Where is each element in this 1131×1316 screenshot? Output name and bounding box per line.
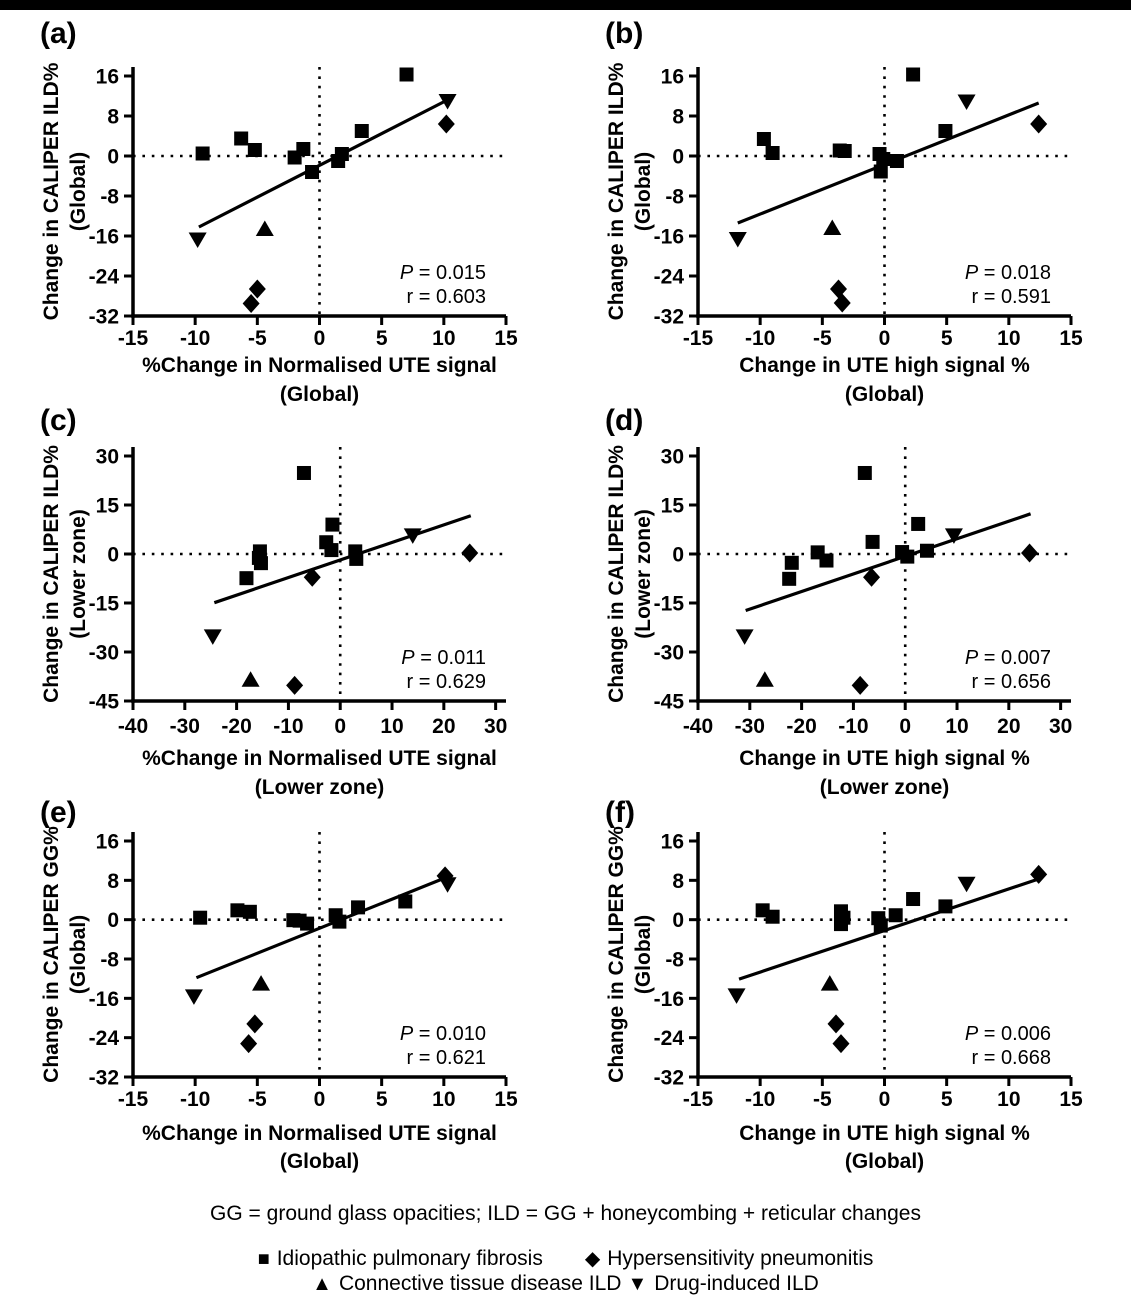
- y-axis-subtitle: (Global): [67, 914, 90, 995]
- data-point-diamond: [852, 676, 869, 695]
- y-tick-label: 0: [672, 909, 684, 933]
- x-tick-label: -5: [247, 327, 267, 350]
- x-tick-label: -40: [117, 715, 149, 738]
- series-triangle-up: [756, 671, 774, 687]
- x-tick-label: -20: [221, 715, 252, 738]
- data-point-triangle-down: [728, 988, 746, 1004]
- y-tick-label: -16: [653, 225, 684, 249]
- y-tick-label: -24: [88, 1027, 119, 1051]
- legend-item-label: Drug-induced ILD: [654, 1272, 819, 1295]
- x-axis-subtitle: (Global): [844, 1150, 925, 1173]
- legend-item: [258, 1247, 543, 1270]
- panel-label-b: (b): [605, 17, 644, 50]
- y-tick-label: 16: [95, 830, 119, 854]
- square-icon: ■: [257, 1248, 270, 1270]
- data-point-triangle-down: [189, 233, 207, 249]
- x-tick-label: 0: [878, 1088, 891, 1111]
- r-value: r = 0.629: [406, 671, 486, 693]
- y-tick-label: 16: [660, 65, 684, 89]
- x-tick-label: 15: [494, 1088, 518, 1111]
- triangle-up-icon: ▲: [312, 1273, 332, 1295]
- data-point-square: [890, 154, 904, 168]
- y-axis-title: Change in CALIPER GG%: [40, 826, 63, 1083]
- x-tick-label: -5: [247, 1088, 267, 1111]
- data-point-square: [355, 124, 369, 138]
- data-point-triangle-down: [439, 877, 457, 893]
- data-point-diamond: [1030, 115, 1047, 134]
- data-point-square: [906, 892, 920, 906]
- series-triangle-down: [204, 528, 422, 644]
- x-axis-title: Change in UTE high signal %: [739, 1122, 1030, 1145]
- x-tick-label: -30: [734, 715, 765, 738]
- data-point-square: [349, 552, 363, 566]
- y-tick-label: -8: [100, 948, 119, 972]
- legend-item-label: Idiopathic pulmonary fibrosis: [276, 1247, 543, 1270]
- data-point-square: [297, 466, 311, 480]
- trend-line: [196, 876, 448, 977]
- data-point-square: [305, 165, 319, 179]
- x-tick-label: 5: [940, 1088, 953, 1111]
- y-tick-label: 8: [107, 105, 119, 129]
- x-tick-label: -10: [273, 715, 304, 738]
- data-point-triangle-up: [256, 221, 274, 237]
- data-point-diamond: [828, 1014, 845, 1033]
- data-point-square: [838, 144, 852, 158]
- x-tick-label: 5: [375, 327, 388, 350]
- x-tick-label: 0: [334, 715, 347, 738]
- y-tick-label: -24: [88, 265, 119, 289]
- legend-item-label: Connective tissue disease ILD: [338, 1272, 622, 1295]
- y-tick-label: -16: [88, 225, 119, 249]
- p-value: P = 0.007: [964, 647, 1051, 669]
- data-point-square: [239, 571, 253, 585]
- y-tick-label: 0: [672, 543, 684, 567]
- y-tick-label: -32: [88, 305, 119, 329]
- data-point-triangle-down: [204, 629, 222, 645]
- y-tick-label: -24: [653, 1027, 684, 1051]
- y-tick-label: -30: [653, 641, 684, 665]
- r-value: r = 0.668: [971, 1047, 1051, 1069]
- data-point-diamond: [1021, 544, 1038, 563]
- data-point-square: [248, 143, 262, 157]
- series-square: [757, 68, 953, 179]
- x-tick-label: 10: [432, 327, 456, 350]
- y-tick-label: 0: [107, 145, 119, 169]
- p-value: P = 0.006: [964, 1023, 1051, 1045]
- p-value: P = 0.010: [399, 1023, 486, 1045]
- panel-a: [0, 10, 566, 422]
- data-point-triangle-down: [185, 989, 203, 1005]
- series-triangle-up: [242, 671, 260, 687]
- panel-label-f: (f): [605, 796, 635, 829]
- x-tick-label: 10: [997, 327, 1021, 350]
- series-square: [782, 466, 934, 586]
- y-axis-title: Change in CALIPER ILD%: [605, 62, 628, 321]
- y-tick-label: -16: [653, 987, 684, 1011]
- y-tick-label: -8: [665, 185, 684, 209]
- legend-item: [312, 1272, 621, 1295]
- panel-f: [565, 778, 1131, 1190]
- x-tick-label: -5: [812, 1088, 832, 1111]
- y-axis-title: Change in CALIPER GG%: [605, 826, 628, 1083]
- p-value: P = 0.011: [401, 647, 486, 669]
- data-point-square: [866, 535, 880, 549]
- data-point-square: [193, 911, 207, 925]
- y-tick-label: -8: [665, 948, 684, 972]
- data-point-square: [858, 466, 872, 480]
- x-axis-subtitle: (Lower zone): [819, 776, 950, 799]
- x-tick-label: 30: [483, 715, 508, 738]
- x-tick-label: -30: [169, 715, 200, 738]
- data-point-square: [230, 903, 244, 917]
- x-tick-label: -10: [838, 715, 869, 738]
- y-axis-subtitle: (Global): [632, 151, 655, 232]
- data-point-square: [834, 917, 848, 931]
- panel-e: [0, 778, 566, 1190]
- x-tick-label: 0: [313, 327, 326, 350]
- panel-label-d: (d): [605, 404, 644, 437]
- panel-b: [565, 10, 1131, 422]
- x-tick-label: -10: [744, 1088, 776, 1111]
- y-tick-label: 0: [107, 543, 119, 567]
- y-tick-label: 0: [107, 909, 119, 933]
- data-point-square: [351, 900, 365, 914]
- abbreviation-note: GG = ground glass opacities; ILD = GG + honeycombing + reticular changes: [210, 1202, 921, 1225]
- data-point-diamond: [240, 1034, 257, 1053]
- y-tick-label: 30: [95, 445, 119, 469]
- x-axis-subtitle: (Global): [844, 383, 925, 406]
- legend-item-label: Hypersensitivity pneumonitis: [607, 1247, 874, 1270]
- x-tick-label: 10: [380, 715, 404, 738]
- data-point-triangle-up: [252, 975, 270, 991]
- y-tick-label: -45: [653, 690, 684, 714]
- y-tick-label: -24: [653, 265, 684, 289]
- x-tick-label: -15: [117, 1088, 149, 1111]
- series-square: [756, 892, 953, 933]
- x-tick-label: 5: [375, 1088, 388, 1111]
- data-point-square: [196, 147, 210, 161]
- data-point-triangle-up: [823, 220, 841, 236]
- y-tick-label: 8: [107, 869, 119, 893]
- data-point-square: [325, 518, 339, 532]
- x-axis-subtitle: (Lower zone): [254, 776, 385, 799]
- data-point-square: [398, 894, 412, 908]
- data-point-square: [938, 899, 952, 913]
- data-point-square: [400, 68, 414, 82]
- data-point-square: [900, 550, 914, 564]
- data-point-square: [876, 152, 890, 166]
- x-tick-label: -5: [812, 327, 832, 350]
- data-point-square: [874, 919, 888, 933]
- data-point-square: [757, 132, 771, 146]
- x-axis-title: Change in UTE high signal %: [739, 747, 1030, 770]
- x-tick-label: -10: [744, 327, 776, 350]
- data-point-diamond: [832, 1034, 849, 1053]
- data-point-square: [766, 910, 780, 924]
- y-axis-title: Change in CALIPER ILD%: [40, 445, 63, 703]
- x-tick-label: 15: [1059, 327, 1083, 350]
- x-tick-label: 5: [940, 327, 953, 350]
- x-tick-label: -15: [682, 327, 714, 350]
- x-tick-label: -20: [786, 715, 817, 738]
- diamond-icon: ◆: [584, 1248, 601, 1270]
- data-point-square: [782, 572, 796, 586]
- data-point-triangle-down: [729, 232, 747, 248]
- series-square: [239, 466, 363, 585]
- data-point-square: [254, 556, 268, 570]
- x-axis-title: %Change in Normalised UTE signal: [142, 1122, 497, 1145]
- x-tick-label: -10: [179, 1088, 211, 1111]
- legend-item: [627, 1272, 818, 1295]
- legend-row-2: [0, 1272, 1131, 1296]
- data-point-diamond: [438, 115, 455, 134]
- data-point-square: [335, 147, 349, 161]
- data-point-square: [938, 124, 952, 138]
- y-tick-label: 16: [660, 830, 684, 854]
- series-triangle-up: [821, 975, 839, 991]
- data-point-diamond: [461, 544, 478, 563]
- x-tick-label: -40: [682, 715, 714, 738]
- panel-label-e: (e): [40, 796, 77, 829]
- series-square: [193, 894, 412, 930]
- panel-label-c: (c): [40, 404, 77, 437]
- series-triangle-up: [823, 220, 841, 236]
- y-tick-label: -16: [88, 987, 119, 1011]
- data-point-square: [785, 556, 799, 570]
- y-tick-label: 8: [672, 869, 684, 893]
- data-point-square: [234, 132, 248, 146]
- y-tick-label: -15: [88, 592, 119, 616]
- data-point-square: [243, 905, 257, 919]
- x-tick-label: 30: [1048, 715, 1073, 738]
- data-point-square: [819, 554, 833, 568]
- x-tick-label: 0: [313, 1088, 326, 1111]
- data-point-square: [324, 543, 338, 557]
- y-tick-label: -45: [88, 690, 119, 714]
- y-tick-label: -15: [653, 592, 684, 616]
- p-value: P = 0.018: [964, 262, 1051, 284]
- x-tick-label: 0: [899, 715, 912, 738]
- x-axis-title: %Change in Normalised UTE signal: [142, 747, 497, 770]
- data-point-square: [920, 544, 934, 558]
- data-point-square: [911, 517, 925, 531]
- data-point-diamond: [830, 280, 847, 299]
- x-axis-subtitle: (Global): [279, 1150, 360, 1173]
- y-axis-subtitle: (Lower zone): [632, 509, 655, 639]
- panel-c: [0, 393, 566, 805]
- series-triangle-down: [729, 95, 976, 248]
- x-tick-label: -10: [179, 327, 211, 350]
- y-tick-label: 8: [672, 105, 684, 129]
- p-value: P = 0.015: [399, 262, 486, 284]
- x-tick-label: 10: [997, 1088, 1021, 1111]
- y-tick-label: -32: [653, 305, 684, 329]
- data-point-triangle-down: [736, 629, 754, 645]
- y-axis-title: Change in CALIPER ILD%: [40, 62, 63, 321]
- x-axis-title: Change in UTE high signal %: [739, 354, 1030, 377]
- panel-label-a: (a): [40, 17, 77, 50]
- x-tick-label: 15: [494, 327, 518, 350]
- y-tick-label: -8: [100, 185, 119, 209]
- data-point-square: [300, 917, 314, 931]
- x-tick-label: 15: [1059, 1088, 1083, 1111]
- y-axis-subtitle: (Global): [632, 914, 655, 995]
- y-tick-label: -32: [653, 1066, 684, 1090]
- y-tick-label: 0: [672, 145, 684, 169]
- x-tick-label: 10: [945, 715, 969, 738]
- x-axis-subtitle: (Global): [279, 383, 360, 406]
- series-triangle-up: [256, 221, 274, 237]
- data-point-triangle-up: [821, 975, 839, 991]
- y-tick-label: -30: [88, 641, 119, 665]
- r-value: r = 0.621: [406, 1047, 486, 1069]
- data-point-square: [766, 146, 780, 160]
- x-tick-label: -15: [117, 327, 149, 350]
- series-triangle-down: [185, 877, 457, 1005]
- data-point-triangle-down: [958, 877, 976, 893]
- data-point-triangle-down: [958, 95, 976, 111]
- legend-row-1: [0, 1246, 1131, 1271]
- r-value: r = 0.656: [971, 671, 1051, 693]
- x-tick-label: -15: [682, 1088, 714, 1111]
- data-point-diamond: [834, 294, 851, 313]
- r-value: r = 0.603: [406, 286, 486, 308]
- data-point-diamond: [286, 676, 303, 695]
- triangle-down-icon: ▼: [627, 1273, 648, 1295]
- panel-d: [565, 393, 1131, 805]
- legend-item: [585, 1247, 874, 1270]
- x-tick-label: 0: [878, 327, 891, 350]
- series-triangle-up: [252, 975, 270, 991]
- data-point-square: [296, 142, 310, 156]
- data-point-square: [889, 908, 903, 922]
- series-square: [196, 68, 414, 180]
- y-tick-label: 16: [95, 65, 119, 89]
- data-point-triangle-up: [756, 671, 774, 687]
- trend-line: [199, 98, 451, 227]
- trend-line: [739, 879, 1037, 979]
- y-tick-label: 15: [95, 494, 119, 518]
- data-point-square: [332, 915, 346, 929]
- x-tick-label: 20: [432, 715, 456, 738]
- y-tick-label: 15: [660, 494, 684, 518]
- data-point-square: [906, 68, 920, 82]
- data-point-triangle-up: [242, 671, 260, 687]
- r-value: r = 0.591: [971, 286, 1051, 308]
- y-axis-title: Change in CALIPER ILD%: [605, 445, 628, 703]
- y-tick-label: -32: [88, 1066, 119, 1090]
- y-tick-label: 30: [660, 445, 684, 469]
- data-point-square: [874, 165, 888, 179]
- data-point-diamond: [246, 1014, 263, 1033]
- x-axis-title: %Change in Normalised UTE signal: [142, 354, 497, 377]
- x-tick-label: 20: [997, 715, 1021, 738]
- x-tick-label: 10: [432, 1088, 456, 1111]
- y-axis-subtitle: (Lower zone): [67, 509, 90, 639]
- y-axis-subtitle: (Global): [67, 151, 90, 232]
